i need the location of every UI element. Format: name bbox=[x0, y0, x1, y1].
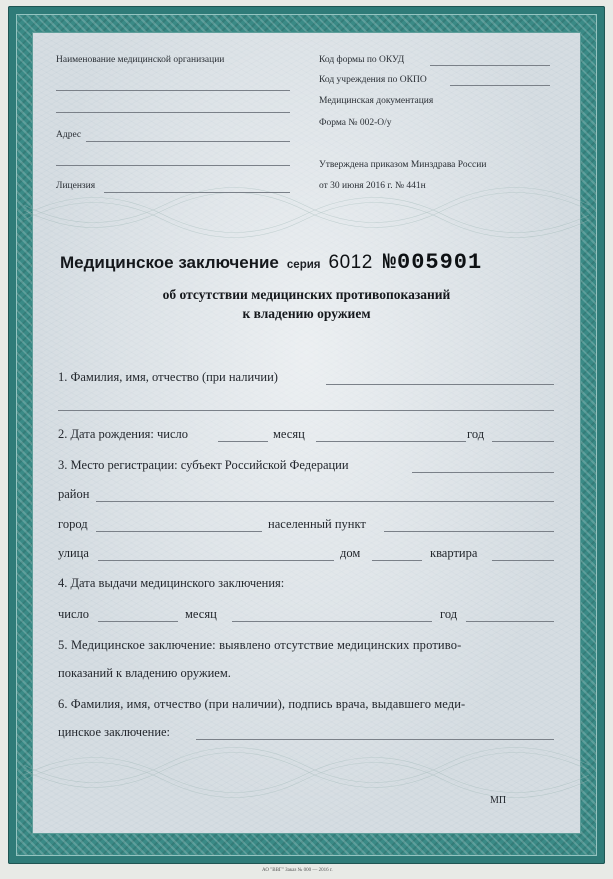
house-line[interactable] bbox=[372, 560, 422, 561]
full-name-line-2[interactable] bbox=[58, 410, 554, 411]
city-line[interactable] bbox=[96, 531, 262, 532]
document-title bbox=[60, 250, 482, 275]
okpo-label: Код учреждения по ОКПО bbox=[319, 75, 427, 85]
settlement-line[interactable] bbox=[384, 531, 554, 532]
city-label: город bbox=[58, 517, 88, 531]
stamp-place-label: МП bbox=[490, 795, 507, 806]
issue-day-label: число bbox=[58, 607, 90, 621]
license-line[interactable] bbox=[104, 192, 290, 193]
district-label: район bbox=[58, 487, 90, 501]
field-1-label: 1. Фамилия, имя, отчество (при наличии) bbox=[58, 370, 278, 384]
printer-footer: АО "ВВГ" Заказ № 000 — 2016 г. bbox=[262, 868, 333, 873]
form-number-label: Форма № 002-О/у bbox=[319, 118, 392, 128]
med-doc-label: Медицинская документация bbox=[319, 96, 434, 106]
series-label: серия bbox=[286, 259, 321, 271]
house-label: дом bbox=[340, 546, 361, 560]
street-label: улица bbox=[58, 546, 89, 560]
issue-month-line[interactable] bbox=[232, 621, 432, 622]
field-6-line-1: 6. Фамилия, имя, отчество (при наличии), подпись врача, выдавшего меди- bbox=[58, 697, 466, 711]
issue-year-label: год bbox=[440, 607, 458, 621]
full-name-line[interactable] bbox=[326, 384, 554, 385]
birth-month-line[interactable] bbox=[316, 441, 466, 442]
field-6-line-2: цинское заключение: bbox=[58, 725, 171, 739]
org-name-label: Наименование медицинской организации bbox=[56, 55, 225, 65]
title-main: Медицинское заключение bbox=[60, 253, 279, 272]
title-line-3: к владению оружием bbox=[242, 306, 371, 321]
address-line[interactable] bbox=[86, 141, 290, 142]
field-4-label: 4. Дата выдачи медицинского заключения: bbox=[58, 576, 285, 590]
settlement-label: населенный пункт bbox=[268, 517, 366, 531]
field-5-line-2: показаний к владению оружием. bbox=[58, 666, 231, 680]
org-name-line[interactable] bbox=[56, 90, 290, 91]
field-5-line-1: 5. Медицинское заключение: выявлено отсутствие медицинских противо- bbox=[58, 638, 462, 652]
birth-month-label: месяц bbox=[273, 427, 305, 441]
series-value: 6012 bbox=[328, 252, 373, 273]
license-label: Лицензия bbox=[56, 181, 96, 191]
street-line[interactable] bbox=[98, 560, 334, 561]
apartment-label: квартира bbox=[430, 546, 478, 560]
issue-month-label: месяц bbox=[185, 607, 217, 621]
doctor-signature-line[interactable] bbox=[196, 739, 554, 740]
birth-year-line[interactable] bbox=[492, 441, 554, 442]
okud-line[interactable] bbox=[430, 65, 550, 66]
okpo-line[interactable] bbox=[450, 85, 550, 86]
field-3-label: 3. Место регистрации: субъект Российской Федерации bbox=[58, 458, 349, 472]
approval-label: Утверждена приказом Минздрава России bbox=[319, 160, 487, 170]
title-line-2: об отсутствии медицинских противопоказаний bbox=[162, 287, 451, 302]
address-label: Адрес bbox=[56, 130, 82, 140]
issue-day-line[interactable] bbox=[98, 621, 178, 622]
birth-day-line[interactable] bbox=[218, 441, 268, 442]
apartment-line[interactable] bbox=[492, 560, 554, 561]
document-number: №005901 bbox=[382, 250, 483, 275]
address-line-2[interactable] bbox=[56, 165, 290, 166]
district-line[interactable] bbox=[96, 501, 554, 502]
field-2-label: 2. Дата рождения: число bbox=[58, 427, 189, 441]
org-name-line-2[interactable] bbox=[56, 112, 290, 113]
issue-year-line[interactable] bbox=[466, 621, 554, 622]
okud-label: Код формы по ОКУД bbox=[319, 55, 405, 65]
region-line[interactable] bbox=[412, 472, 554, 473]
birth-year-label: год bbox=[467, 427, 485, 441]
approval-date-label: от 30 июня 2016 г. № 441н bbox=[319, 181, 426, 191]
